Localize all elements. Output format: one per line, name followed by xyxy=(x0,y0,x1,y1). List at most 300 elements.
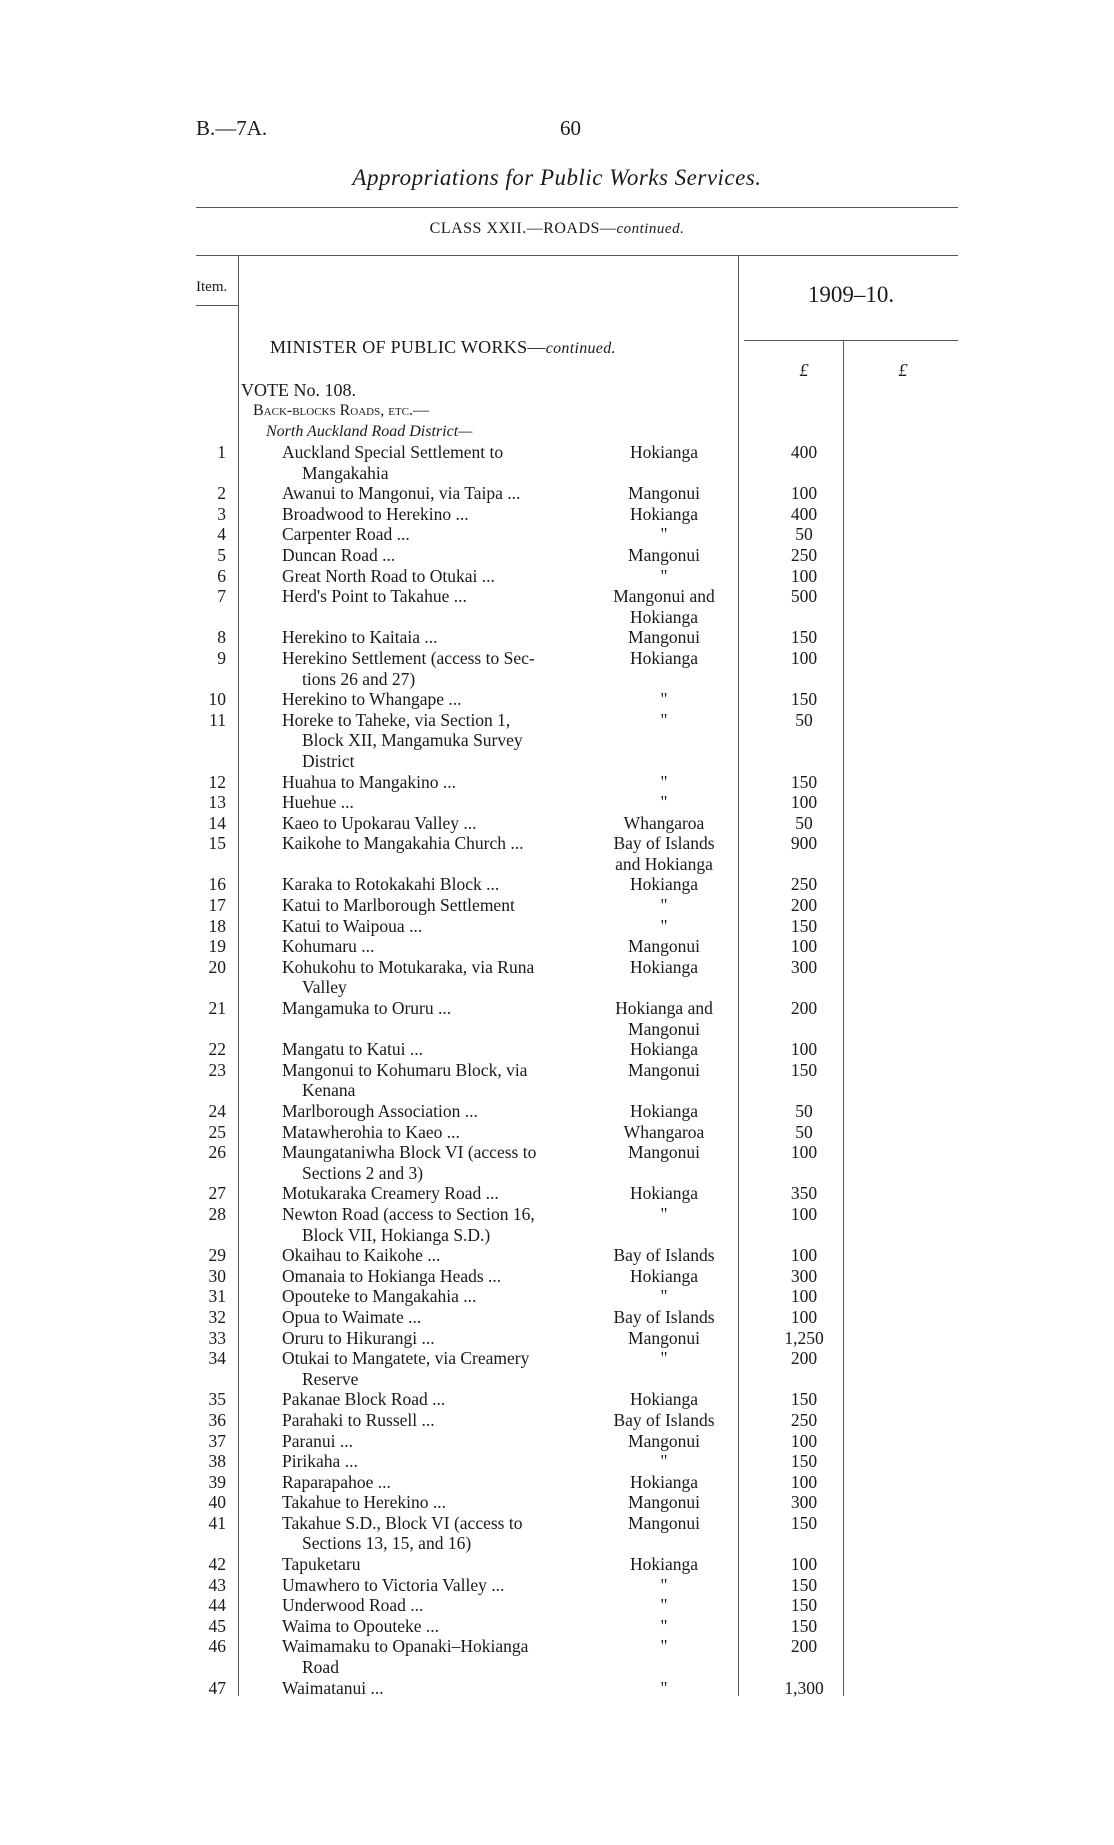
item-district xyxy=(598,586,730,627)
district-line: Bay of Islands xyxy=(613,1245,715,1266)
item-description xyxy=(282,1431,594,1452)
section-heading: Back-blocks Roads, etc.— xyxy=(253,402,430,419)
item-description xyxy=(282,916,594,937)
item-amount: 100 xyxy=(790,1203,818,1224)
item-number: 15 xyxy=(208,833,226,854)
item-description xyxy=(282,1616,594,1637)
district-line: Bay of Islands xyxy=(613,1409,715,1430)
table-row xyxy=(0,710,1114,772)
item-amount: 200 xyxy=(790,1348,818,1369)
description-line: Marlborough Association ... xyxy=(282,1101,478,1122)
description-line: Mangonui to Kohumaru Block, via xyxy=(282,1059,528,1080)
table-row xyxy=(0,1266,1114,1287)
table-row xyxy=(0,772,1114,793)
district-line: " xyxy=(660,771,668,792)
item-amount: 150 xyxy=(790,1615,818,1636)
item-district xyxy=(598,1451,730,1472)
district-line: Hokianga xyxy=(629,1039,699,1060)
item-district xyxy=(598,545,730,566)
table-row xyxy=(0,1492,1114,1513)
item-district xyxy=(598,1101,730,1122)
district-line: Mangonui xyxy=(628,1142,700,1163)
table-row xyxy=(0,586,1114,627)
table-row xyxy=(0,504,1114,525)
item-number: 39 xyxy=(208,1471,226,1492)
district-line: Mangonui and xyxy=(613,586,715,607)
table-row xyxy=(0,874,1114,895)
table-row xyxy=(0,1389,1114,1410)
item-district xyxy=(598,772,730,793)
item-number: 23 xyxy=(208,1059,226,1080)
item-amount: 500 xyxy=(790,586,818,607)
description-line: Pirikaha ... xyxy=(282,1451,358,1472)
table-row xyxy=(0,936,1114,957)
description-line: Karaka to Rotokakahi Block ... xyxy=(282,874,500,895)
item-amount: 100 xyxy=(790,1430,818,1451)
item-district xyxy=(598,1616,730,1637)
page-reference: B.—7A. xyxy=(196,116,268,140)
description-line: Sections 2 and 3) xyxy=(302,1162,424,1183)
item-number: 30 xyxy=(208,1265,226,1286)
item-district xyxy=(598,442,730,463)
description-line: Herekino to Whangape ... xyxy=(282,689,462,710)
item-number: 6 xyxy=(217,565,226,586)
item-amount: 150 xyxy=(790,1574,818,1595)
item-number: 32 xyxy=(208,1306,226,1327)
description-line: Reserve xyxy=(302,1368,359,1389)
description-line: Sections 13, 15, and 16) xyxy=(302,1533,472,1554)
item-number: 24 xyxy=(208,1101,226,1122)
minister-heading xyxy=(270,337,616,358)
description-line: Kaeo to Upokarau Valley ... xyxy=(282,812,477,833)
item-number: 11 xyxy=(209,709,226,730)
item-description xyxy=(282,772,594,793)
description-line: Katui to Waipoua ... xyxy=(282,915,423,936)
item-district xyxy=(598,1389,730,1410)
item-district xyxy=(598,1636,730,1657)
item-district xyxy=(598,1307,730,1328)
description-line: Opouteke to Mangakahia ... xyxy=(282,1286,477,1307)
table-row xyxy=(0,1636,1114,1677)
table-row xyxy=(0,792,1114,813)
item-district xyxy=(598,1122,730,1143)
district-line: Mangonui xyxy=(628,1492,700,1513)
table-row xyxy=(0,483,1114,504)
item-district xyxy=(598,627,730,648)
district-line: Hokianga xyxy=(629,442,699,462)
pound-symbol-1: £ xyxy=(799,360,809,380)
item-number: 29 xyxy=(208,1245,226,1266)
item-description xyxy=(282,936,594,957)
item-number: 9 xyxy=(217,647,226,668)
item-description xyxy=(282,586,594,607)
item-amount: 400 xyxy=(790,503,818,524)
item-number: 33 xyxy=(208,1327,226,1348)
item-number: 35 xyxy=(208,1389,226,1410)
item-description xyxy=(282,813,594,834)
item-district xyxy=(598,874,730,895)
table-row xyxy=(0,524,1114,545)
description-line: Omanaia to Hokianga Heads ... xyxy=(282,1265,502,1286)
item-number: 31 xyxy=(208,1286,226,1307)
item-amount: 100 xyxy=(790,1039,818,1060)
item-district xyxy=(598,1060,730,1081)
description-line: Umawhero to Victoria Valley ... xyxy=(282,1574,505,1595)
table-row xyxy=(0,1142,1114,1183)
description-line: Pakanae Block Road ... xyxy=(282,1389,446,1410)
item-district xyxy=(598,1431,730,1452)
district-line: " xyxy=(660,1574,668,1595)
item-number: 46 xyxy=(208,1636,226,1657)
district-line: Hokianga xyxy=(629,1554,699,1575)
item-district xyxy=(598,1595,730,1616)
district-line: " xyxy=(660,1203,668,1224)
item-number: 13 xyxy=(208,792,226,813)
item-description xyxy=(282,545,594,566)
item-district xyxy=(598,1328,730,1349)
item-amount: 100 xyxy=(790,1306,818,1327)
description-line: Kenana xyxy=(302,1080,356,1101)
item-district xyxy=(598,916,730,937)
table-row xyxy=(0,627,1114,648)
description-line: Takahue S.D., Block VI (access to xyxy=(282,1512,523,1533)
district-line: " xyxy=(660,1451,668,1472)
item-description xyxy=(282,1328,594,1349)
description-line: Herekino to Kaitaia ... xyxy=(282,627,438,648)
item-district xyxy=(598,1513,730,1534)
item-amount: 100 xyxy=(790,1286,818,1307)
item-description xyxy=(282,1451,594,1472)
item-description xyxy=(282,1595,594,1616)
item-amount: 150 xyxy=(790,915,818,936)
item-amount: 400 xyxy=(790,442,818,462)
item-number: 25 xyxy=(208,1121,226,1142)
item-number: 28 xyxy=(208,1203,226,1224)
item-description xyxy=(282,1245,594,1266)
item-number: 41 xyxy=(208,1512,226,1533)
description-line: Paranui ... xyxy=(282,1430,353,1451)
district-line: Hokianga xyxy=(629,647,699,668)
description-line: Waimatanui ... xyxy=(282,1677,384,1698)
table-row xyxy=(0,1101,1114,1122)
item-number: 37 xyxy=(208,1430,226,1451)
district-line: " xyxy=(660,895,668,916)
description-line: Block XII, Mangamuka Survey xyxy=(302,730,523,751)
item-number: 27 xyxy=(208,1183,226,1204)
item-amount: 150 xyxy=(790,689,818,710)
district-line: Hokianga xyxy=(629,1101,699,1122)
item-amount: 250 xyxy=(790,1409,818,1430)
item-description xyxy=(282,710,594,772)
description-line: Huahua to Mangakino ... xyxy=(282,771,456,792)
item-number: 44 xyxy=(208,1595,226,1616)
item-district xyxy=(598,483,730,504)
district-line: Mangonui xyxy=(628,1512,700,1533)
minister-suffix: continued. xyxy=(545,340,616,357)
table-row xyxy=(0,1410,1114,1431)
district-line: Hokianga xyxy=(629,1389,699,1410)
item-description xyxy=(282,1575,594,1596)
district-line: Mangonui xyxy=(628,1059,700,1080)
item-amount: 50 xyxy=(795,812,813,833)
item-description xyxy=(282,524,594,545)
item-amount: 250 xyxy=(790,874,818,895)
table-row xyxy=(0,1328,1114,1349)
item-district xyxy=(598,710,730,731)
item-amount: 150 xyxy=(790,627,818,648)
item-description xyxy=(282,1492,594,1513)
item-number: 12 xyxy=(208,771,226,792)
item-district xyxy=(598,689,730,710)
item-number: 17 xyxy=(208,895,226,916)
item-description xyxy=(282,895,594,916)
description-line: Mangamuka to Oruru ... xyxy=(282,998,452,1019)
item-number: 5 xyxy=(217,544,226,565)
item-district xyxy=(598,998,730,1039)
item-district xyxy=(598,1575,730,1596)
description-line: Huehue ... xyxy=(282,792,354,813)
district-line: Hokianga xyxy=(629,1265,699,1286)
item-amount: 200 xyxy=(790,1636,818,1657)
district-line: Hokianga xyxy=(629,874,699,895)
district-line: Mangonui xyxy=(628,544,700,565)
district-line: " xyxy=(660,565,668,586)
table-row xyxy=(0,689,1114,710)
district-line: Hokianga xyxy=(629,956,699,977)
district-line: " xyxy=(660,1348,668,1369)
item-amount: 150 xyxy=(790,1512,818,1533)
item-number: 4 xyxy=(217,524,226,545)
description-line: Otukai to Mangatete, via Creamery xyxy=(282,1348,530,1369)
item-district xyxy=(598,1245,730,1266)
item-number: 3 xyxy=(217,503,226,524)
description-line: Underwood Road ... xyxy=(282,1595,424,1616)
item-description xyxy=(282,1554,594,1575)
table-row xyxy=(0,1286,1114,1307)
item-amount: 100 xyxy=(790,1471,818,1492)
item-number: 18 xyxy=(208,915,226,936)
description-line: Kaikohe to Mangakahia Church ... xyxy=(282,833,524,854)
item-description xyxy=(282,1636,594,1677)
district-line: Bay of Islands xyxy=(613,1306,715,1327)
description-line: Block VII, Hokianga S.D.) xyxy=(302,1224,491,1245)
item-amount: 100 xyxy=(790,936,818,957)
item-number: 14 xyxy=(208,812,226,833)
table-row xyxy=(0,566,1114,587)
table-row xyxy=(0,813,1114,834)
item-amount: 900 xyxy=(790,833,818,854)
district-line: Mangonui xyxy=(628,936,700,957)
description-line: Motukaraka Creamery Road ... xyxy=(282,1183,499,1204)
item-district xyxy=(598,524,730,545)
item-description xyxy=(282,689,594,710)
district-line: Hokianga and xyxy=(615,998,713,1019)
item-district xyxy=(598,936,730,957)
district-line: " xyxy=(660,915,668,936)
item-amount: 350 xyxy=(790,1183,818,1204)
description-line: Opua to Waimate ... xyxy=(282,1306,422,1327)
description-line: Mangakahia xyxy=(302,462,389,483)
table-row xyxy=(0,1060,1114,1101)
item-description xyxy=(282,1266,594,1287)
item-district xyxy=(598,566,730,587)
item-district xyxy=(598,1039,730,1060)
item-column-header: Item. xyxy=(196,279,228,295)
table-row xyxy=(0,545,1114,566)
class-title xyxy=(0,220,1114,238)
item-district xyxy=(598,1348,730,1369)
description-line: Tapuketaru xyxy=(282,1554,361,1575)
item-number: 42 xyxy=(208,1554,226,1575)
description-line: Great North Road to Otukai ... xyxy=(282,565,495,586)
item-amount: 50 xyxy=(795,1121,813,1142)
table-row xyxy=(0,1595,1114,1616)
district-line: " xyxy=(660,1636,668,1657)
item-description xyxy=(282,483,594,504)
district-line: Mangonui xyxy=(628,1018,700,1039)
item-district xyxy=(598,1410,730,1431)
minister-main: MINISTER OF PUBLIC WORKS— xyxy=(270,337,546,357)
description-line: Herekino Settlement (access to Sec- xyxy=(282,647,535,668)
district-line: Hokianga xyxy=(629,503,699,524)
item-number: 10 xyxy=(208,689,226,710)
district-line: Mangonui xyxy=(628,1327,700,1348)
district-line: " xyxy=(660,1595,668,1616)
item-number: 16 xyxy=(208,874,226,895)
description-line: tions 26 and 27) xyxy=(302,668,416,689)
district-line: Hokianga xyxy=(629,1471,699,1492)
item-number: 47 xyxy=(208,1677,226,1698)
rule-under-class xyxy=(196,255,958,256)
table-row xyxy=(0,1348,1114,1389)
rule-top xyxy=(196,207,958,208)
item-amount: 200 xyxy=(790,895,818,916)
item-number: 20 xyxy=(208,956,226,977)
year-column-header: 1909–10. xyxy=(807,282,895,307)
description-line: Kohumaru ... xyxy=(282,936,375,957)
item-amount: 300 xyxy=(790,1265,818,1286)
item-description xyxy=(282,566,594,587)
item-number: 8 xyxy=(217,627,226,648)
district-line: " xyxy=(660,1615,668,1636)
table-row xyxy=(0,1513,1114,1554)
district-line: " xyxy=(660,792,668,813)
table-row xyxy=(0,1183,1114,1204)
description-line: Raparapahoe ... xyxy=(282,1471,391,1492)
item-amount: 100 xyxy=(790,565,818,586)
item-amount: 50 xyxy=(795,1101,813,1122)
item-district xyxy=(598,792,730,813)
item-description xyxy=(282,648,594,689)
item-number: 19 xyxy=(208,936,226,957)
item-number: 2 xyxy=(217,483,226,504)
item-amount: 200 xyxy=(790,998,818,1019)
item-description xyxy=(282,1122,594,1143)
item-description xyxy=(282,833,594,854)
item-district xyxy=(598,1472,730,1493)
item-number: 43 xyxy=(208,1574,226,1595)
item-number: 36 xyxy=(208,1409,226,1430)
item-amount: 150 xyxy=(790,1389,818,1410)
item-amount: 150 xyxy=(790,1595,818,1616)
item-amount: 100 xyxy=(790,1554,818,1575)
item-amount: 100 xyxy=(790,647,818,668)
item-amount: 150 xyxy=(790,1059,818,1080)
item-district xyxy=(598,833,730,874)
item-amount: 300 xyxy=(790,1492,818,1513)
item-description xyxy=(282,442,594,483)
rule-year-header xyxy=(744,340,958,341)
item-district xyxy=(598,504,730,525)
description-line: Parahaki to Russell ... xyxy=(282,1409,435,1430)
item-description xyxy=(282,1101,594,1122)
item-district xyxy=(598,895,730,916)
item-district xyxy=(598,648,730,669)
description-line: Mangatu to Katui ... xyxy=(282,1039,423,1060)
item-number: 26 xyxy=(208,1142,226,1163)
table-row xyxy=(0,1245,1114,1266)
description-line: Oruru to Hikurangi ... xyxy=(282,1327,435,1348)
district-line: " xyxy=(660,689,668,710)
description-line: Maungataniwha Block VI (access to xyxy=(282,1142,537,1163)
item-description xyxy=(282,998,594,1019)
item-description xyxy=(282,1039,594,1060)
table-row xyxy=(0,1451,1114,1472)
item-description xyxy=(282,504,594,525)
table-row xyxy=(0,833,1114,874)
item-number: 21 xyxy=(208,998,226,1019)
table-row xyxy=(0,1039,1114,1060)
table-row xyxy=(0,916,1114,937)
item-district xyxy=(598,1554,730,1575)
description-line: Auckland Special Settlement to xyxy=(282,442,504,462)
district-line: Mangonui xyxy=(628,627,700,648)
item-district xyxy=(598,1492,730,1513)
item-amount: 100 xyxy=(790,1142,818,1163)
item-district xyxy=(598,1286,730,1307)
district-line: " xyxy=(660,1286,668,1307)
district-line: and Hokianga xyxy=(615,853,713,874)
item-amount: 300 xyxy=(790,956,818,977)
item-description xyxy=(282,792,594,813)
item-description xyxy=(282,1678,594,1699)
item-amount: 50 xyxy=(795,709,813,730)
district-line: Bay of Islands xyxy=(613,833,715,854)
district-line: Hokianga xyxy=(629,1183,699,1204)
item-description xyxy=(282,1183,594,1204)
class-title-main: CLASS XXII.—ROADS— xyxy=(429,220,617,237)
item-number: 1 xyxy=(217,442,226,462)
description-line: Waimamaku to Opanaki–Hokianga xyxy=(282,1636,529,1657)
item-description xyxy=(282,1348,594,1389)
pound-symbol-2: £ xyxy=(898,360,908,380)
description-line: Valley xyxy=(302,977,347,998)
district-line: Whangaroa xyxy=(623,1121,705,1142)
item-description xyxy=(282,1410,594,1431)
item-description xyxy=(282,1307,594,1328)
item-description xyxy=(282,1286,594,1307)
items-table xyxy=(0,442,1114,1698)
item-amount: 1,250 xyxy=(784,1327,824,1348)
table-row xyxy=(0,1678,1114,1699)
item-description xyxy=(282,874,594,895)
table-row xyxy=(0,1575,1114,1596)
description-line: Katui to Marlborough Settlement xyxy=(282,895,515,916)
item-district xyxy=(598,1678,730,1699)
description-line: District xyxy=(302,750,355,771)
description-line: Carpenter Road ... xyxy=(282,524,410,545)
vote-heading: VOTE No. 108. xyxy=(241,380,356,400)
